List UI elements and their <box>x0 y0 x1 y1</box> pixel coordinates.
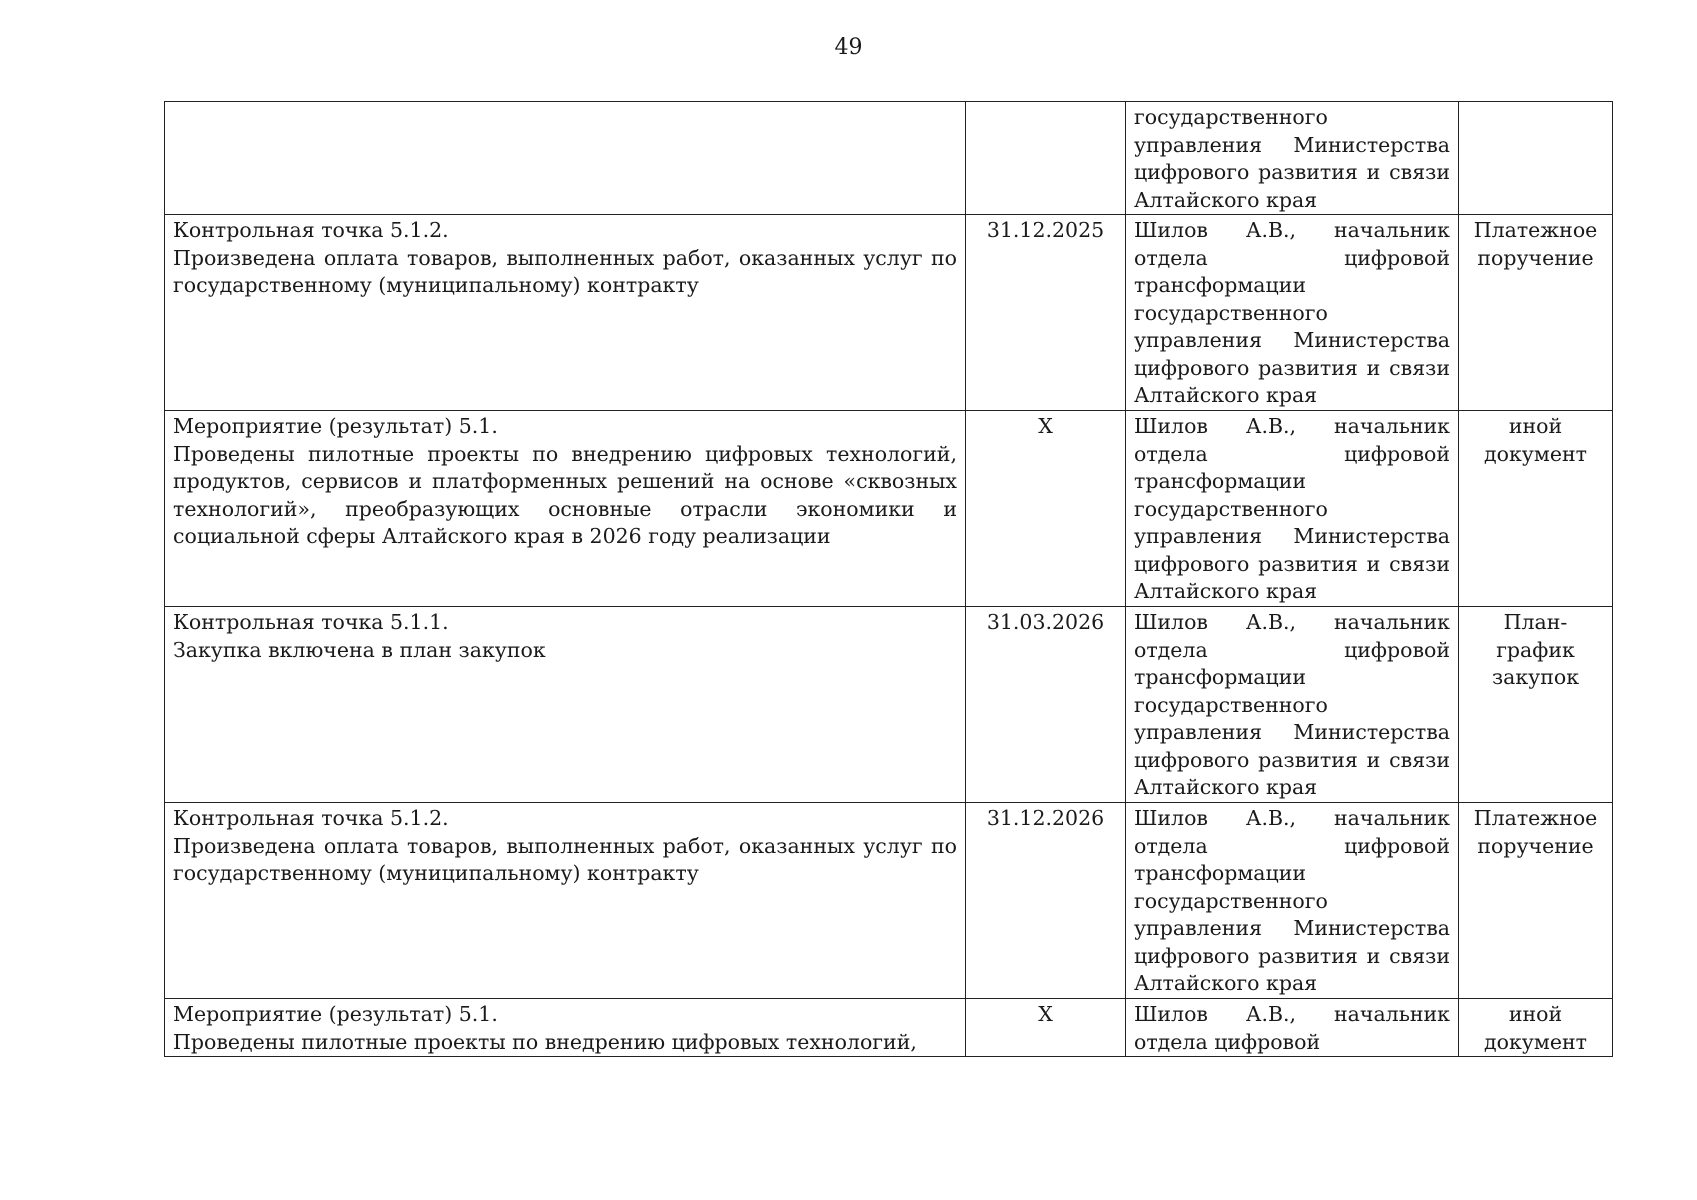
table-row <box>165 999 1613 1057</box>
item-cell <box>165 803 966 999</box>
table-row <box>165 411 1613 607</box>
item-cell <box>165 607 966 803</box>
table-row <box>165 607 1613 803</box>
item-cell <box>165 102 966 215</box>
table-row <box>165 215 1613 411</box>
item-description: Закупка включена в план закупок <box>173 637 546 662</box>
responsible-cell: Шилов А.В., начальник отдела цифровой трансформации государственного управления Министерства цифрового развития и связи Алтайского края <box>1126 803 1459 999</box>
responsible-cell: Шилов А.В., начальник отдела цифровой трансформации государственного управления Министерства цифрового развития и связи Алтайского края <box>1126 215 1459 411</box>
item-title: Мероприятие (результат) 5.1. <box>173 414 498 438</box>
item-title: Контрольная точка 5.1.2. <box>173 806 449 830</box>
plan-table <box>164 101 1613 1057</box>
date-cell: 31.03.2026 <box>966 607 1126 803</box>
item-cell <box>165 999 966 1057</box>
item-cell <box>165 411 966 607</box>
table-row <box>165 102 1613 215</box>
responsible-cell: государственного управления Министерства цифрового развития и связи Алтайского края <box>1126 102 1459 215</box>
item-title: Контрольная точка 5.1.2. <box>173 218 449 242</box>
document-cell: иной документ <box>1459 999 1613 1057</box>
responsible-cell: Шилов А.В., начальник отдела цифровой <box>1126 999 1459 1057</box>
date-cell: X <box>966 411 1126 607</box>
item-cell <box>165 215 966 411</box>
date-cell: 31.12.2025 <box>966 215 1126 411</box>
page-number: 49 <box>834 35 863 60</box>
item-description: Проведены пилотные проекты по внедрению цифровых технологий, <box>173 1029 917 1054</box>
document-cell: иной документ <box>1459 411 1613 607</box>
date-cell: 31.12.2026 <box>966 803 1126 999</box>
item-description: Произведена оплата товаров, выполненных работ, оказанных услуг по государственному (муниципальному) контракту <box>173 833 957 885</box>
document-cell <box>1459 102 1613 215</box>
responsible-cell: Шилов А.В., начальник отдела цифровой трансформации государственного управления Министерства цифрового развития и связи Алтайского края <box>1126 607 1459 803</box>
table-row <box>165 803 1613 999</box>
document-cell: План-график закупок <box>1459 607 1613 803</box>
item-title: Мероприятие (результат) 5.1. <box>173 1002 498 1026</box>
date-cell <box>966 102 1126 215</box>
date-cell: X <box>966 999 1126 1057</box>
document-cell: Платежное поручение <box>1459 215 1613 411</box>
item-description: Проведены пилотные проекты по внедрению цифровых технологий, продуктов, сервисов и платформенных решений на основе «сквозных технологий», преобразующих основные отрасли экономики и социальной сферы Алтайского края в 2026 году реализации <box>173 441 957 548</box>
item-title: Контрольная точка 5.1.1. <box>173 610 449 634</box>
document-cell: Платежное поручение <box>1459 803 1613 999</box>
responsible-cell: Шилов А.В., начальник отдела цифровой трансформации государственного управления Министерства цифрового развития и связи Алтайского края <box>1126 411 1459 607</box>
item-description: Произведена оплата товаров, выполненных работ, оказанных услуг по государственному (муниципальному) контракту <box>173 245 957 297</box>
